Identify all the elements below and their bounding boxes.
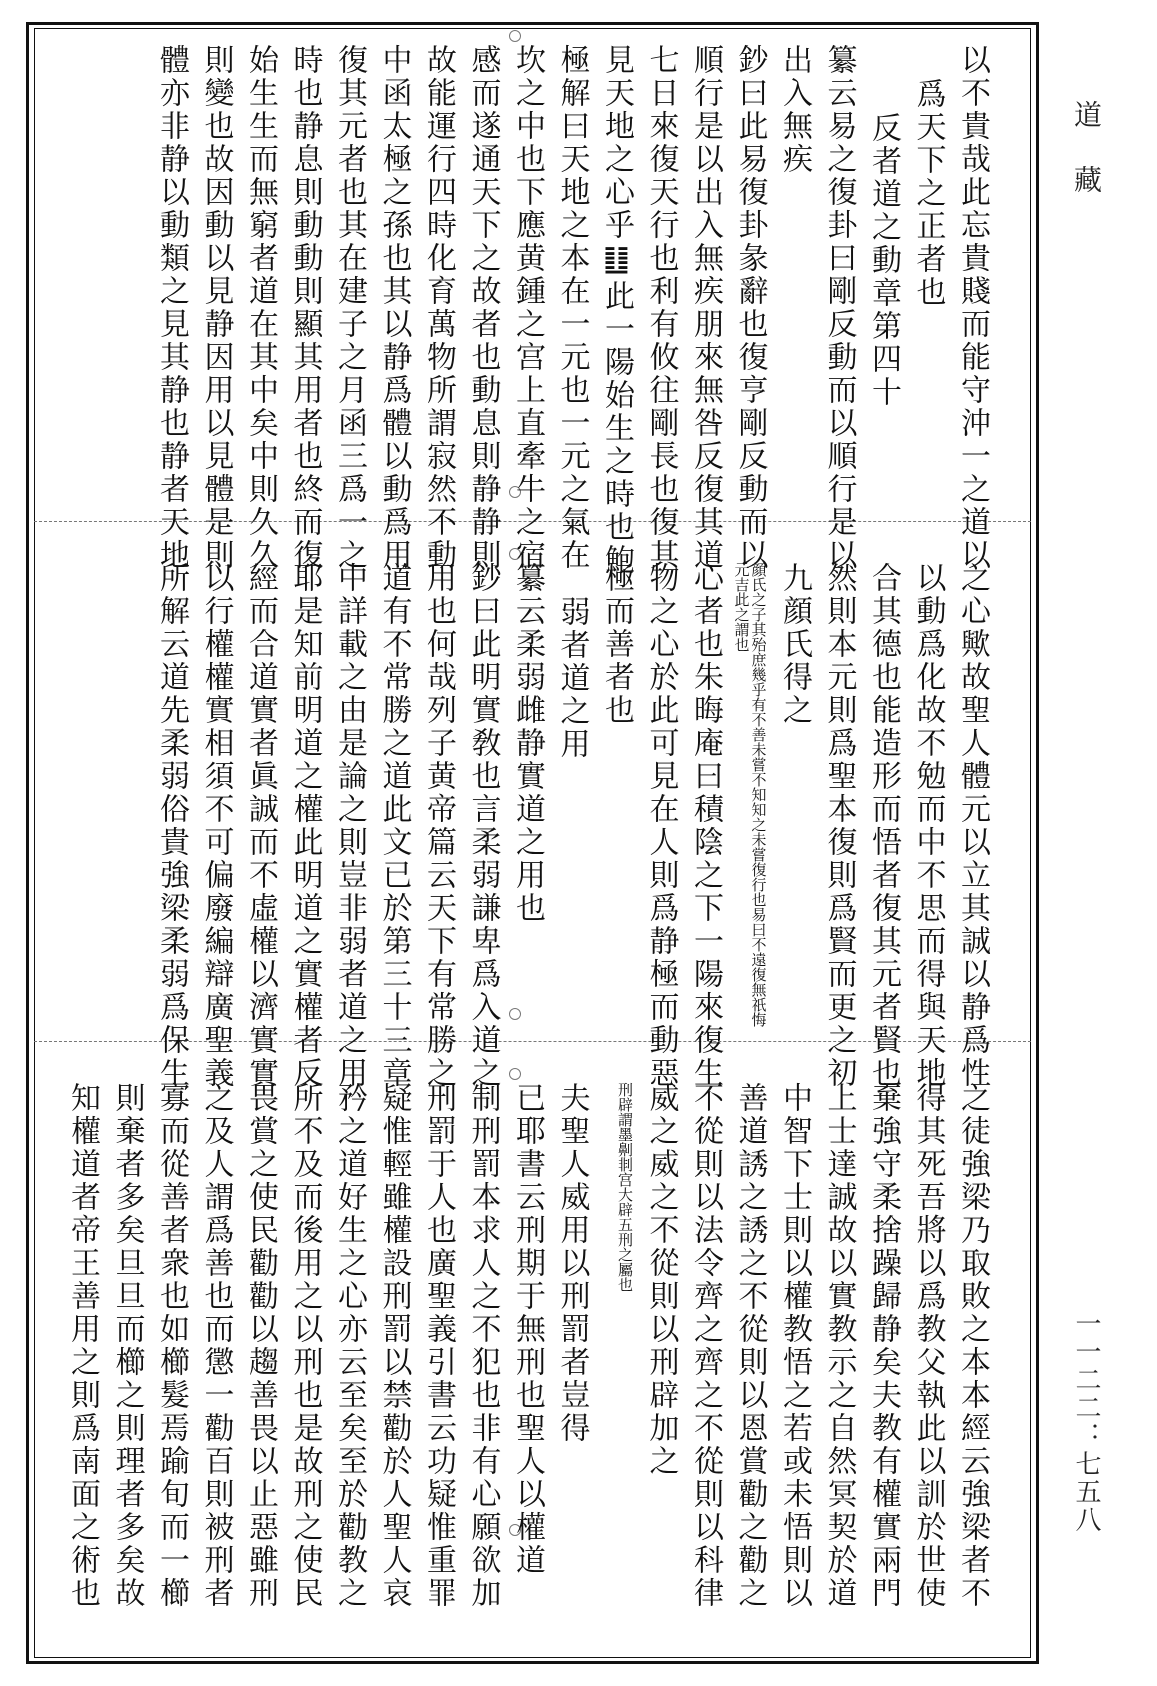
text-column: 夫聖人威用以刑罰者豈得 [554,1082,590,1445]
text-column: 中智下士則以權教悟之若或未悟則以 [777,1082,812,1610]
text-column: 體亦非静以動類之見其静也静者天地 [154,44,189,572]
text-column: 得其死吾將以爲教父執此以訓於世使 [910,1082,946,1610]
text-column: 刑辟謂墨劓剕宫大辟五刑之屬也 [616,1082,634,1292]
text-column: 合其德也能造形而悟者復其元者賢也 [866,562,901,1090]
text-column: 所解云道先柔弱俗貴強梁柔弱爲保生 [154,562,189,1090]
text-column: 顔氏之子其殆庶幾乎有不善未嘗不知知之未嘗復行也易曰不遠復無祇悔元吉此之謂也 [732,562,768,1027]
text-column: 之徒強梁乃取敗之本本經云強梁者不 [955,1082,990,1610]
text-column: 不從則以法令齊之齊之不從則以科律 [688,1082,723,1610]
text-column: 纂云柔弱雌静實道之用也 [510,562,545,925]
text-column: 九顔氏得之 [777,562,812,727]
text-column: 物之心於此可見在人則爲静極而動惡 [643,562,679,1090]
text-column: 極解曰天地之本在一元也一元之氣在 [554,44,590,572]
text-column: 然則本元則爲聖本復則爲賢而更之初 [821,562,857,1090]
text-column: 出入無疾 [777,44,812,176]
text-column: 弱者道之用 [554,596,590,761]
text-column: 刑罰于人也廣聖義引書云功疑惟重罪 [421,1082,456,1610]
text-column: 棄強守柔捨躁歸静矣夫教有權實兩門 [866,1082,901,1610]
text-column: 見天地之心乎䷗此一陽始生之時也鮑 [599,44,634,577]
binding-hole-1 [509,30,521,42]
text-column: 畏賞之使民勸勸以趨善畏以止惡雖刑 [243,1082,278,1610]
text-column: 以行權權實相須不可偏廢編辯廣聖義 [198,562,234,1090]
text-column: 上士達誠故以實教示之自然冥契於道 [821,1082,857,1610]
text-column: 反者道之動章第四十 [866,112,901,409]
text-column: 中詳載之由是論之則豈非弱者道之用 [332,562,367,1090]
text-column: 坎之中也下應黄鍾之宫上直牽牛之宿 [510,44,545,572]
text-column: 鈔曰此明實敎也言柔弱謙卑爲入道之 [465,562,501,1090]
text-column: 耶是知前明道之權此明道之實權者反 [287,562,323,1090]
text-column: 疑惟輕雖權設刑罰以禁勸於人聖人哀 [376,1082,412,1610]
text-column: 順行是以出入無疾朋來無咎反復其道 [688,44,723,572]
text-column: 用也何哉列子黄帝篇云天下有常勝之 [421,562,456,1090]
text-column: 中函太極之孫也其以静爲體以動爲用 [376,44,412,572]
text-column: 故能運行四時化育萬物所謂寂然不動 [421,44,456,572]
text-column: 之心歟故聖人體元以立其誠以静爲性 [955,562,990,1090]
text-column: 爲天下之正者也 [910,78,946,309]
text-column: 知權道者帝王善用之則爲南面之術也 [65,1082,100,1610]
text-column: 經而合道實者眞誠而不虛權以濟實實 [243,562,278,1090]
text-register-top [34,44,1031,577]
margin-book-name: 道 藏 [1070,100,1103,195]
text-column: 極而善者也 [599,562,634,727]
text-column: 善道誘之誘之不從則以恩賞勸之勸之 [732,1082,768,1610]
text-column: 以動爲化故不勉而中不思而得與天地 [910,562,946,1090]
text-register-bottom [34,1082,1031,1610]
margin-page-number: 一一二二：七五八 [1071,1310,1101,1534]
text-column: 道有不常勝之道此文已於第三十三章 [376,562,412,1090]
text-column: 矜之道好生之心亦云至矣至於勸教之 [332,1082,367,1610]
text-column: 威之威之不從則以刑辟加之 [643,1082,679,1478]
text-column: 則變也故因動以見静因用以見體是則 [198,44,234,572]
text-column: 鈔曰此易復卦彖辭也復亨剛反動而以 [732,44,768,572]
text-column: 感而遂通天下之故者也動息則静静則 [465,44,501,572]
text-column: 制刑罰本求人之不犯也非有心願欲加 [465,1082,501,1610]
text-column: 寡而從善者衆也如櫛髮焉踰旬而一櫛 [154,1082,189,1610]
text-column: 心者也朱晦庵曰積陰之下一陽來復生 [688,562,723,1090]
text-column: 則棄者多矣旦旦而櫛之則理者多矣故 [109,1082,145,1610]
text-column: 七日來復天行也利有攸往剛長也復其 [643,44,679,572]
text-column: 已耶書云刑期于無刑也聖人以權道 [510,1082,545,1577]
text-column: 復其元者也其在建子之月函三爲一之 [332,44,367,572]
text-column: 時也静息則動動則顯其用者也終而復 [287,44,323,572]
text-column: 纂云易之復卦曰剛反動而以順行是以 [821,44,857,572]
text-column: 始生生而無窮者道在其中矣中則久久 [243,44,278,572]
text-register-middle [34,562,1031,1090]
text-column: 所不及而後用之以刑也是故刑之使民 [287,1082,323,1610]
text-column: 以不貴哉此忘貴賤而能守沖一之道以 [955,44,990,572]
text-column: 之及人謂爲善也而懲一勸百則被刑者 [198,1082,234,1610]
